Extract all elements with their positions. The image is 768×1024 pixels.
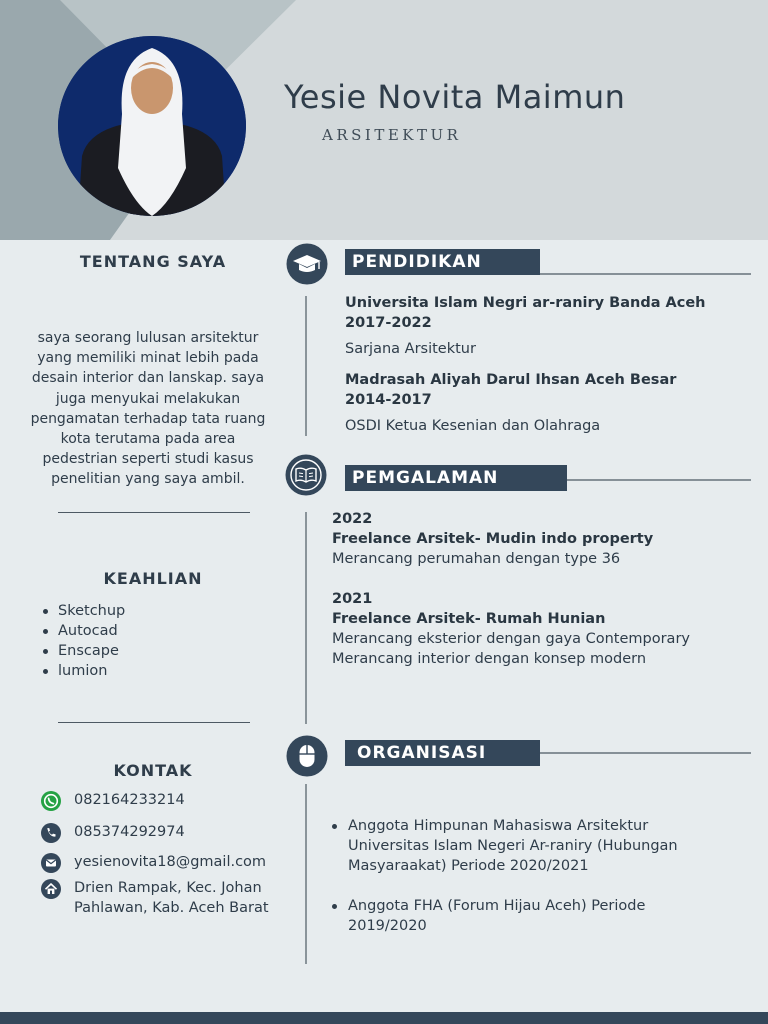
home-icon [40, 878, 62, 900]
skill-item: Autocad [40, 621, 125, 641]
skills-heading: KEAHLIAN [103, 569, 203, 588]
education-years: 2014-2017 [345, 392, 432, 408]
organization-item: Anggota FHA (Forum Hijau Aceh) Periode 2019/2020 [330, 896, 690, 936]
section-divider [58, 722, 250, 723]
section-divider [58, 512, 250, 513]
experience-title: PEMGALAMAN [345, 465, 567, 491]
home-address: Drien Rampak, Kec. Johan Pahlawan, Kab. Aceh Barat [74, 880, 269, 916]
experience-detail: Merancang interior dengan konsep modern [332, 651, 647, 667]
graduation-cap-icon [285, 243, 329, 285]
experience-role: Freelance Arsitek- Rumah Hunian [332, 611, 606, 627]
skill-item: Enscape [40, 641, 125, 661]
experience-role: Freelance Arsitek- Mudin indo property [332, 531, 654, 547]
experience-detail: Merancang eksterior dengan gaya Contemporary [332, 631, 690, 647]
mail-icon [40, 852, 62, 874]
contact-phone [40, 822, 185, 844]
profession-title: ARSITEKTUR [322, 126, 462, 144]
about-heading: TENTANG SAYA [79, 252, 227, 271]
education-title: PENDIDIKAN [345, 249, 540, 275]
education-detail: OSDI Ketua Kesenian dan Olahraga [345, 418, 601, 434]
contact-whatsapp [40, 790, 185, 812]
experience-year: 2022 [332, 511, 373, 527]
contact-email [40, 852, 266, 874]
education-school: Universita Islam Negri ar-raniry Banda Aceh [345, 295, 706, 311]
phone-icon [40, 822, 62, 844]
experience-year: 2021 [332, 591, 373, 607]
person-portrait-icon [58, 36, 246, 216]
full-name: Yesie Novita Maimun [284, 78, 626, 116]
contact-address [40, 878, 276, 918]
organization-title: ORGANISASI [345, 740, 540, 766]
organization-list [330, 816, 690, 956]
email-address[interactable]: yesienovita18@gmail.com [74, 854, 267, 870]
about-text: saya seorang lulusan arsitektur yang memiliki minat lebih pada desain interior dan lanskap. saya juga menyukai melakukan pengamatan terhadap tata ruang kota terutama pada area pedestrian seperti studi kasus penelitian yang saya ambil. [30, 330, 266, 488]
mouse-icon [285, 735, 329, 777]
contact-heading: KONTAK [113, 761, 193, 780]
education-detail: Sarjana Arsitektur [345, 341, 476, 357]
whatsapp-icon [40, 790, 62, 812]
education-years: 2017-2022 [345, 315, 432, 331]
skill-item: Sketchup [40, 601, 125, 621]
organization-item: Anggota Himpunan Mahasiswa Arsitektur Universitas Islam Negeri Ar-raniry (Hubungan Masyaraakat) Periode 2020/2021 [330, 816, 690, 876]
book-icon [284, 454, 328, 496]
skills-list [40, 601, 125, 681]
phone-number[interactable]: 085374292974 [74, 824, 185, 840]
skill-item: lumion [40, 661, 125, 681]
footer-bar [0, 1012, 768, 1024]
profile-photo [58, 36, 246, 216]
education-school: Madrasah Aliyah Darul Ihsan Aceh Besar [345, 372, 677, 388]
experience-detail: Merancang perumahan dengan type 36 [332, 551, 621, 567]
phone-number[interactable]: 082164233214 [74, 792, 185, 808]
